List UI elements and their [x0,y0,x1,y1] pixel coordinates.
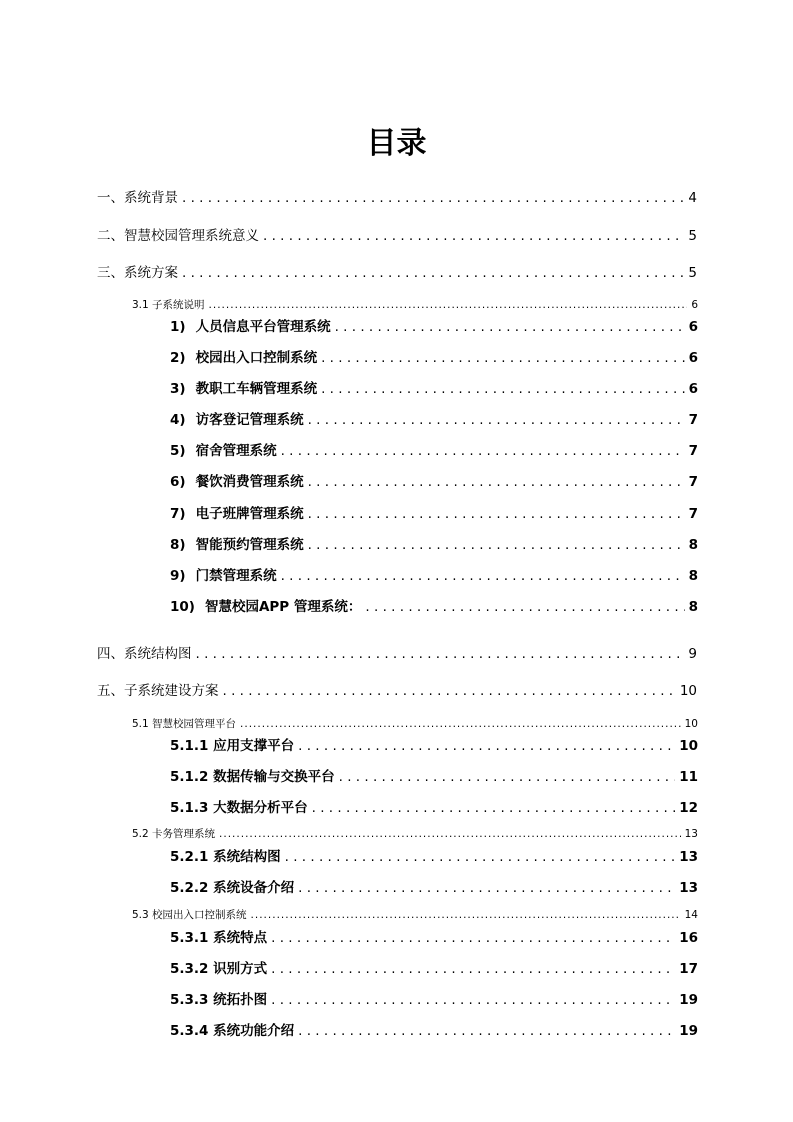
toc-entry-page: 8 [688,568,698,584]
toc-entry-title: 5.2.1 系统结构图 [170,849,281,865]
toc-dot-leader [298,1023,675,1039]
toc-dot-leader [182,265,684,281]
toc-entry-page: 12 [679,800,698,816]
toc-entry-number: 三、 [97,265,124,281]
toc-entry-number: 2) [170,350,186,366]
toc-entry-title: 电子班牌管理系统 [195,506,304,522]
toc-entry-title: 教职工车辆管理系统 [195,381,318,397]
toc-entry-page: 6 [688,319,698,335]
toc-entry-title: 5.3.1 系统特点 [170,930,268,946]
toc-entry-number: 10) [170,599,195,615]
toc-entry-title: 5.2.2 系统设备介绍 [170,880,295,896]
toc-entry-number: 3) [170,381,186,397]
toc-dot-leader [365,599,684,615]
toc-dot-leader [251,909,681,921]
toc-dot-leader [308,412,685,428]
toc-entry-title: 访客登记管理系统 [195,412,304,428]
toc-entry-page: 6 [691,299,698,311]
toc-entry[interactable] [97,186,697,206]
toc-entry-title: 智慧校园管理系统意义 [124,228,259,244]
toc-entry-number: 四、 [97,646,124,662]
toc-dot-leader [321,381,685,397]
toc-dot-leader [281,443,685,459]
toc-entry[interactable] [170,957,698,977]
toc-entry[interactable] [170,377,698,397]
toc-entry-title: 宿舍管理系统 [195,443,277,459]
toc-entry[interactable] [170,926,698,946]
toc-dot-leader [219,828,681,840]
toc-entry-number: 7) [170,506,186,522]
toc-entry-number: 二、 [97,228,124,244]
toc-entry-page: 13 [679,849,698,865]
toc-entry-number: 8) [170,537,186,553]
toc-dot-leader [271,992,675,1008]
toc-entry[interactable] [170,470,698,490]
page-title: 目录 [366,126,427,161]
toc-entry-title: 系统方案 [124,265,178,281]
toc-entry-page: 17 [679,961,698,977]
toc-entry-title: 5.1.2 数据传输与交换平台 [170,769,335,785]
toc-entry-page: 9 [688,646,697,662]
toc-entry-page: 8 [688,537,698,553]
toc-entry-title: 5.1.1 应用支撑平台 [170,738,295,754]
toc-dot-leader [209,299,688,311]
toc-entry-page: 6 [688,350,698,366]
toc-entry-page: 10 [679,683,697,699]
toc-entry[interactable] [170,502,698,522]
toc-entry-title: 5.3.3 统拓扑图 [170,992,268,1008]
toc-dot-leader [240,718,681,730]
toc-entry-title: 智慧校园APP 管理系统： [204,599,362,615]
toc-entry[interactable] [170,439,698,459]
toc-dot-leader [312,800,676,816]
toc-entry-number: 1) [170,319,186,335]
toc-entry[interactable] [170,1019,698,1039]
toc-entry-page: 14 [684,909,698,921]
toc-entry-title: 3.1 子系统说明 [132,299,205,311]
toc-entry[interactable] [170,533,698,553]
toc-dot-leader [321,350,685,366]
toc-entry-number: 五、 [97,683,124,699]
toc-entry-page: 11 [679,769,698,785]
toc-entry-title: 餐饮消费管理系统 [195,474,304,490]
toc-entry[interactable] [97,642,697,662]
toc-entry[interactable] [170,346,698,366]
toc-entry[interactable] [132,826,698,841]
toc-entry-number: 6) [170,474,186,490]
toc-entry-page: 10 [679,738,698,754]
toc-entry-title: 5.3 校园出入口控制系统 [132,909,247,921]
toc-entry-page: 4 [688,190,697,206]
toc-entry-number: 5) [170,443,186,459]
toc-dot-leader [339,769,676,785]
toc-entry[interactable] [170,595,698,615]
toc-dot-leader [308,506,685,522]
toc-entry[interactable] [132,716,698,731]
toc-entry-number: 一、 [97,190,124,206]
toc-entry-title: 校园出入口控制系统 [195,350,318,366]
toc-entry[interactable] [97,679,697,699]
toc-entry-page: 16 [679,930,698,946]
toc-entry-title: 人员信息平台管理系统 [195,319,331,335]
toc-entry[interactable] [170,734,698,754]
toc-entry[interactable] [132,907,698,922]
toc-entry-page: 7 [688,506,698,522]
toc-entry[interactable] [170,845,698,865]
toc-dot-leader [298,738,675,754]
toc-entry-page: 7 [688,474,698,490]
toc-entry[interactable] [170,796,698,816]
toc-entry-number: 9) [170,568,186,584]
toc-entry[interactable] [170,876,698,896]
toc-dot-leader [298,880,675,896]
toc-dot-leader [271,961,675,977]
toc-entry[interactable] [170,564,698,584]
toc-entry-title: 智能预约管理系统 [195,537,304,553]
toc-entry-page: 19 [679,992,698,1008]
toc-entry-title: 系统结构图 [124,646,192,662]
toc-entry-page: 7 [688,443,698,459]
toc-entry-title: 子系统建设方案 [124,683,219,699]
toc-entry-title: 5.3.2 识别方式 [170,961,268,977]
toc-entry-page: 5 [688,228,697,244]
toc-entry-title: 5.1.3 大数据分析平台 [170,800,308,816]
toc-entry-title: 系统背景 [124,190,178,206]
toc-entry-title: 门禁管理系统 [195,568,277,584]
toc-entry-page: 13 [679,880,698,896]
toc-entry[interactable] [132,297,698,312]
toc-entry[interactable] [170,408,698,428]
toc-entry-page: 19 [679,1023,698,1039]
toc-entry-title: 5.2 卡务管理系统 [132,828,216,840]
toc-dot-leader [335,319,685,335]
toc-entry-number: 4) [170,412,186,428]
toc-entry-page: 13 [684,828,698,840]
toc-entry-title: 5.1 智慧校园管理平台 [132,718,237,730]
toc-entry-page: 6 [688,381,698,397]
toc-dot-leader [308,537,685,553]
toc-entry-page: 5 [688,265,697,281]
toc-dot-leader [263,228,684,244]
toc-entry[interactable] [170,765,698,785]
toc-dot-leader [182,190,684,206]
toc-dot-leader [308,474,685,490]
toc-dot-leader [223,683,676,699]
toc-dot-leader [271,930,675,946]
toc-entry[interactable] [170,988,698,1008]
toc-entry-page: 7 [688,412,698,428]
toc-entry[interactable] [170,315,698,335]
toc-dot-leader [196,646,685,662]
toc-entry[interactable] [97,261,697,281]
toc-entry-page: 8 [688,599,698,615]
toc-entry[interactable] [97,224,697,244]
toc-dot-leader [285,849,676,865]
toc-dot-leader [281,568,685,584]
toc-entry-page: 10 [684,718,698,730]
toc-entry-title: 5.3.4 系统功能介绍 [170,1023,295,1039]
